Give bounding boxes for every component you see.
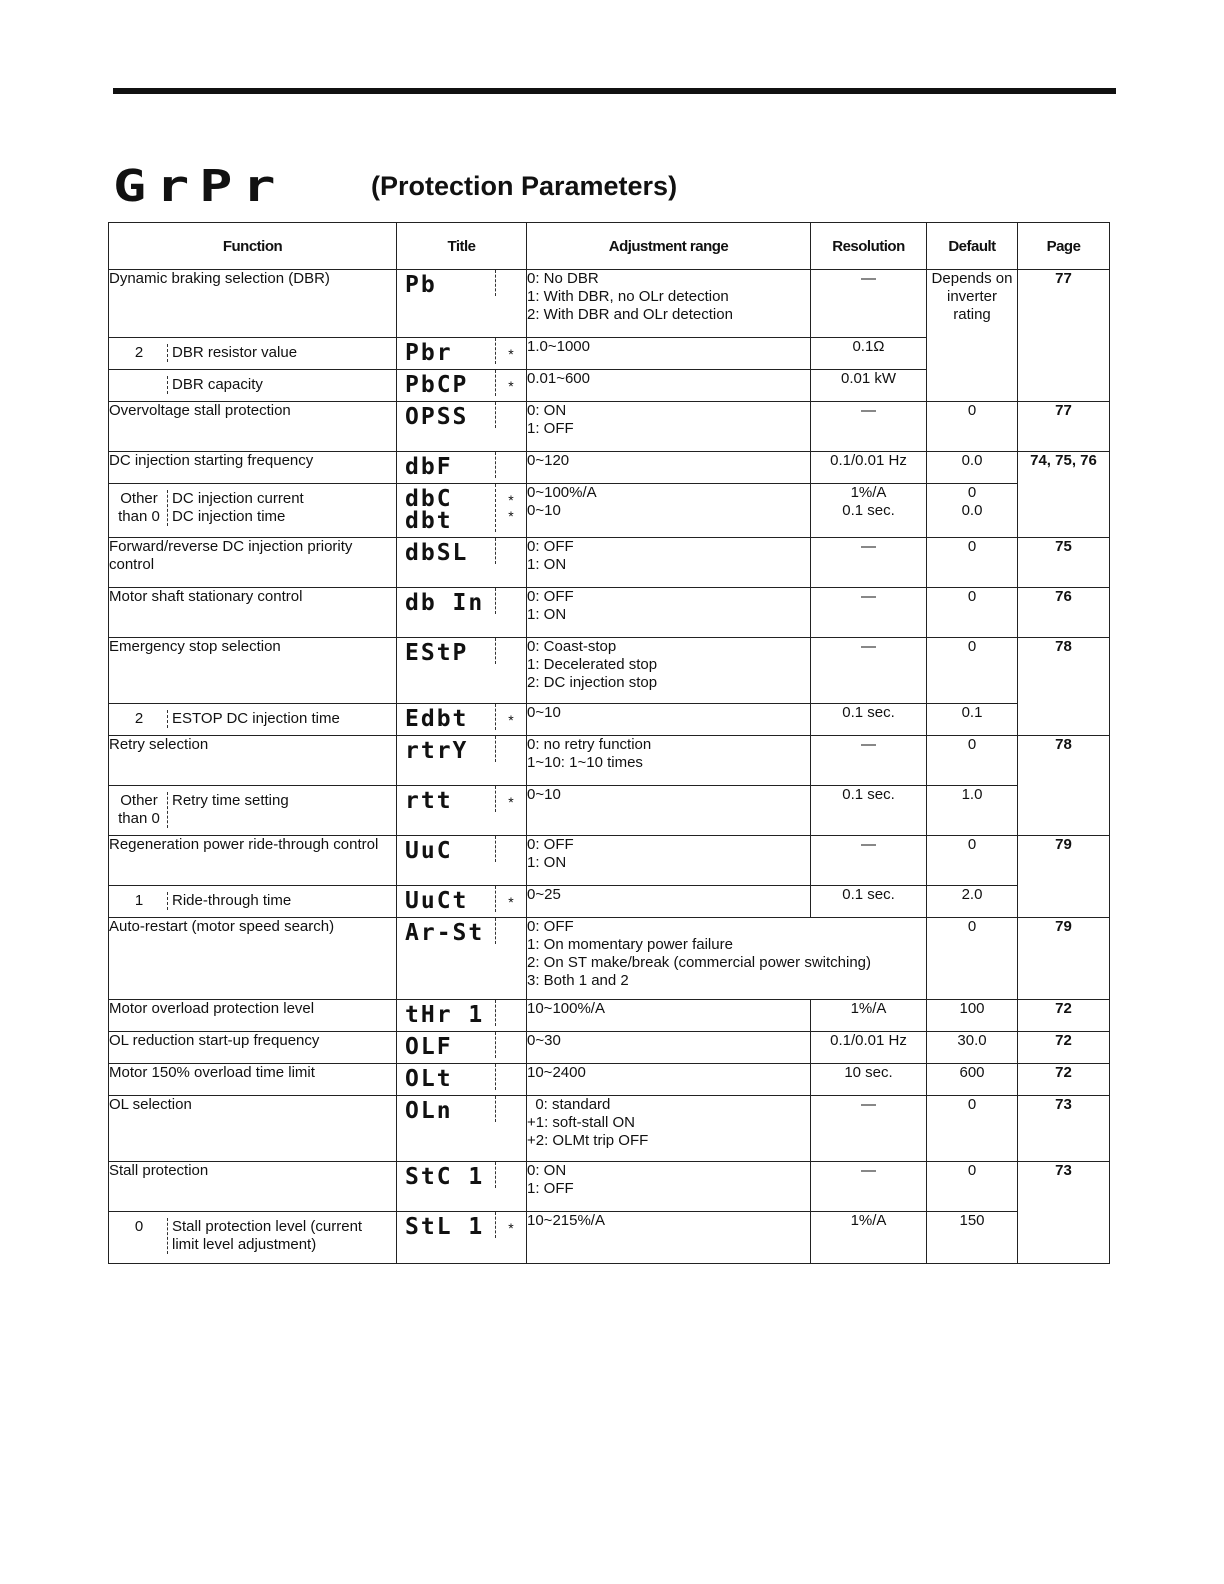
- param-code: UuCt: [405, 888, 469, 914]
- function-cell: Stall protection: [109, 1162, 397, 1212]
- range-cell: 0: OFF 1: On momentary power failure 2: On ST make/break (commercial power switching) 3: Both 1 and 2: [527, 918, 927, 1000]
- col-range: Adjustment range: [527, 223, 811, 270]
- page-cell: 77: [1018, 402, 1110, 452]
- page-cell: 75: [1018, 538, 1110, 588]
- param-code: OLF: [405, 1034, 453, 1060]
- table-row: [109, 1096, 1110, 1162]
- param-code: Pbr: [405, 340, 453, 366]
- resolution-cell: —: [811, 1096, 927, 1162]
- range-cell: 0~25: [527, 886, 811, 918]
- default-cell: 100: [927, 1000, 1018, 1032]
- resolution-cell: —: [811, 538, 927, 588]
- table-row: [109, 270, 1110, 338]
- function-cell: 0 Stall protection level (current limit level adjustment): [109, 1212, 397, 1264]
- resolution-cell: —: [811, 270, 927, 338]
- default-cell: 0: [927, 918, 1018, 1000]
- table-row: [109, 786, 1110, 836]
- group-code: GrPr: [113, 160, 286, 212]
- range-cell: 0~30: [527, 1032, 811, 1064]
- title-cell: [397, 1096, 527, 1162]
- condition-value: Other than 0: [115, 490, 168, 526]
- function-cell: Dynamic braking selection (DBR): [109, 270, 397, 338]
- range-cell: 1.0~1000: [527, 338, 811, 370]
- function-cell: 2 ESTOP DC injection time: [109, 704, 397, 736]
- star-mark: *: [495, 370, 526, 396]
- default-cell: 0 0.0: [927, 484, 1018, 538]
- default-cell: 0: [927, 538, 1018, 588]
- title-cell: [397, 338, 527, 370]
- range-cell: 0: No DBR 1: With DBR, no OLr detection 2: With DBR and OLr detection: [527, 270, 811, 338]
- default-cell: 0: [927, 1162, 1018, 1212]
- resolution-cell: 10 sec.: [811, 1064, 927, 1096]
- title-cell: [397, 484, 527, 538]
- parameter-table: [108, 222, 1110, 1264]
- resolution-cell: 1%/A: [811, 1212, 927, 1264]
- range-cell: 10~2400: [527, 1064, 811, 1096]
- function-cell: OL selection: [109, 1096, 397, 1162]
- resolution-cell: —: [811, 588, 927, 638]
- resolution-cell: 0.1/0.01 Hz: [811, 1032, 927, 1064]
- default-cell: 150: [927, 1212, 1018, 1264]
- star-mark: *: [495, 786, 526, 812]
- function-cell: Motor overload protection level: [109, 1000, 397, 1032]
- page-cell: 77: [1018, 270, 1110, 402]
- table-row: [109, 704, 1110, 736]
- table-row: [109, 638, 1110, 704]
- star-mark: * *: [495, 484, 526, 532]
- range-cell: 0~10: [527, 704, 811, 736]
- param-code: db In: [405, 590, 485, 616]
- condition-value: 2: [115, 710, 168, 728]
- resolution-cell: 1%/A: [811, 1000, 927, 1032]
- default-cell: 0: [927, 638, 1018, 704]
- function-cell: Other than 0 Retry time setting: [109, 786, 397, 836]
- function-cell: DC injection starting frequency: [109, 452, 397, 484]
- page-cell: 72: [1018, 1064, 1110, 1096]
- table-row: [109, 1000, 1110, 1032]
- star-mark: *: [495, 1212, 526, 1238]
- function-cell: Motor shaft stationary control: [109, 588, 397, 638]
- page-cell: 79: [1018, 836, 1110, 918]
- page-heading: [113, 158, 677, 214]
- default-cell: 0: [927, 588, 1018, 638]
- condition-value: 1: [115, 892, 168, 910]
- param-code: OLn: [405, 1098, 453, 1124]
- title-cell: [397, 1212, 527, 1264]
- title-cell: [397, 452, 527, 484]
- title-cell: [397, 402, 527, 452]
- range-cell: 10~215%/A: [527, 1212, 811, 1264]
- title-cell: [397, 638, 527, 704]
- param-code: tHr 1: [405, 1002, 485, 1028]
- page-cell: 72: [1018, 1000, 1110, 1032]
- resolution-cell: —: [811, 638, 927, 704]
- title-cell: [397, 1000, 527, 1032]
- star-mark: *: [495, 338, 526, 364]
- function-cell: Other than 0 DC injection current DC injection time: [109, 484, 397, 538]
- star-mark: *: [495, 886, 526, 912]
- col-default: Default: [927, 223, 1018, 270]
- title-cell: [397, 538, 527, 588]
- top-rule: [113, 88, 1116, 94]
- col-title: Title: [397, 223, 527, 270]
- page-title: (Protection Parameters): [370, 170, 678, 201]
- function-cell: DBR capacity: [109, 370, 397, 402]
- function-cell: Overvoltage stall protection: [109, 402, 397, 452]
- star-mark: *: [495, 704, 526, 730]
- default-cell: 600: [927, 1064, 1018, 1096]
- table-row: [109, 452, 1110, 484]
- resolution-cell: —: [811, 836, 927, 886]
- resolution-cell: 0.1/0.01 Hz: [811, 452, 927, 484]
- function-cell: OL reduction start-up frequency: [109, 1032, 397, 1064]
- range-cell: 0: ON 1: OFF: [527, 1162, 811, 1212]
- resolution-cell: 0.1Ω: [811, 338, 927, 370]
- param-code: Pb: [405, 272, 437, 298]
- page-cell: 72: [1018, 1032, 1110, 1064]
- table-row: [109, 588, 1110, 638]
- table-row: [109, 1032, 1110, 1064]
- title-cell: [397, 836, 527, 886]
- range-cell: 0: OFF 1: ON: [527, 588, 811, 638]
- page-cell: 74, 75, 76: [1018, 452, 1110, 538]
- page-cell: 78: [1018, 638, 1110, 736]
- title-cell: [397, 1032, 527, 1064]
- table-row: [109, 886, 1110, 918]
- function-cell: Motor 150% overload time limit: [109, 1064, 397, 1096]
- range-cell: 0~100%/A 0~10: [527, 484, 811, 538]
- condition-value: 0: [115, 1218, 168, 1254]
- table-row: [109, 402, 1110, 452]
- range-cell: 0: OFF 1: ON: [527, 836, 811, 886]
- table-row: [109, 1212, 1110, 1264]
- title-cell: [397, 270, 527, 338]
- title-cell: [397, 588, 527, 638]
- title-cell: [397, 786, 527, 836]
- default-cell: Depends on inverter rating: [927, 270, 1018, 402]
- function-cell: 1 Ride-through time: [109, 886, 397, 918]
- param-code: rtrY: [405, 738, 469, 764]
- range-cell: 0: OFF 1: ON: [527, 538, 811, 588]
- title-cell: [397, 1162, 527, 1212]
- default-cell: 30.0: [927, 1032, 1018, 1064]
- function-cell: Regeneration power ride-through control: [109, 836, 397, 886]
- title-cell: [397, 736, 527, 786]
- param-code: dbC dbt: [405, 486, 453, 534]
- param-code: StL 1: [405, 1214, 485, 1240]
- param-code: EStP: [405, 640, 469, 666]
- condition-value: 2: [115, 344, 168, 362]
- range-cell: 0~120: [527, 452, 811, 484]
- condition-value: Other than 0: [115, 792, 168, 828]
- col-resolution: Resolution: [811, 223, 927, 270]
- default-cell: 2.0: [927, 886, 1018, 918]
- range-cell: 0: standard +1: soft-stall ON +2: OLMt trip OFF: [527, 1096, 811, 1162]
- resolution-cell: 0.01 kW: [811, 370, 927, 402]
- function-cell: Emergency stop selection: [109, 638, 397, 704]
- title-cell: [397, 918, 527, 1000]
- page-cell: 73: [1018, 1162, 1110, 1264]
- default-cell: 0: [927, 836, 1018, 886]
- default-cell: 0: [927, 1096, 1018, 1162]
- default-cell: 0: [927, 736, 1018, 786]
- default-cell: 1.0: [927, 786, 1018, 836]
- title-cell: [397, 704, 527, 736]
- function-cell: 2 DBR resistor value: [109, 338, 397, 370]
- param-code: Edbt: [405, 706, 469, 732]
- range-cell: 0: no retry function 1~10: 1~10 times: [527, 736, 811, 786]
- title-cell: [397, 370, 527, 402]
- param-code: rtt: [405, 788, 453, 814]
- param-code: OPSS: [405, 404, 469, 430]
- table-row: [109, 538, 1110, 588]
- title-cell: [397, 1064, 527, 1096]
- function-cell: Forward/reverse DC injection priority control: [109, 538, 397, 588]
- resolution-cell: —: [811, 402, 927, 452]
- page-cell: 78: [1018, 736, 1110, 836]
- resolution-cell: 0.1 sec.: [811, 786, 927, 836]
- range-cell: 0: ON 1: OFF: [527, 402, 811, 452]
- table-row: [109, 484, 1110, 538]
- resolution-cell: —: [811, 1162, 927, 1212]
- function-cell: Retry selection: [109, 736, 397, 786]
- param-code: PbCP: [405, 372, 469, 398]
- range-cell: 0.01~600: [527, 370, 811, 402]
- param-code: dbSL: [405, 540, 469, 566]
- function-cell: Auto-restart (motor speed search): [109, 918, 397, 1000]
- default-cell: 0.1: [927, 704, 1018, 736]
- param-code: StC 1: [405, 1164, 485, 1190]
- param-code: dbF: [405, 454, 453, 480]
- param-code: UuC: [405, 838, 453, 864]
- table-row: [109, 1162, 1110, 1212]
- resolution-cell: 1%/A 0.1 sec.: [811, 484, 927, 538]
- param-code: OLt: [405, 1066, 453, 1092]
- resolution-cell: 0.1 sec.: [811, 704, 927, 736]
- table-row: [109, 736, 1110, 786]
- range-cell: 10~100%/A: [527, 1000, 811, 1032]
- default-cell: 0: [927, 402, 1018, 452]
- table-header-row: [109, 223, 1110, 270]
- title-cell: [397, 886, 527, 918]
- range-cell: 0~10: [527, 786, 811, 836]
- range-cell: 0: Coast-stop 1: Decelerated stop 2: DC injection stop: [527, 638, 811, 704]
- table-row: [109, 836, 1110, 886]
- resolution-cell: 0.1 sec.: [811, 886, 927, 918]
- page-cell: 76: [1018, 588, 1110, 638]
- page-cell: 73: [1018, 1096, 1110, 1162]
- col-page: Page: [1018, 223, 1110, 270]
- page-cell: 79: [1018, 918, 1110, 1000]
- col-function: Function: [109, 223, 397, 270]
- default-cell: 0.0: [927, 452, 1018, 484]
- table-row: [109, 918, 1110, 1000]
- table-row: [109, 1064, 1110, 1096]
- resolution-cell: —: [811, 736, 927, 786]
- param-code: Ar-St: [405, 920, 485, 946]
